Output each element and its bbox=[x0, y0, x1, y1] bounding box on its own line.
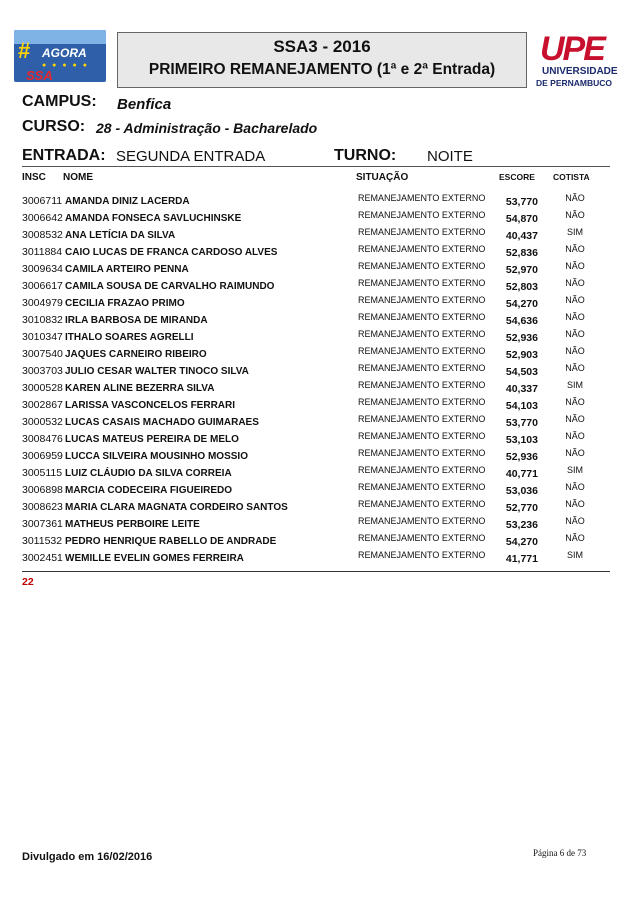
cell-escore: 54,270 bbox=[505, 536, 538, 548]
cell-nome: ITHALO SOARES AGRELLI bbox=[65, 332, 194, 343]
cell-cotista: NÃO bbox=[565, 210, 585, 220]
cell-escore: 40,771 bbox=[505, 468, 538, 480]
ssa-agora-logo bbox=[14, 30, 106, 82]
cell-nome: WEMILLE EVELIN GOMES FERREIRA bbox=[65, 553, 244, 564]
cell-insc: 3007540 bbox=[22, 348, 63, 360]
cell-nome: AMANDA DINIZ LACERDA bbox=[65, 196, 190, 207]
cell-situacao: REMANEJAMENTO EXTERNO bbox=[358, 261, 486, 271]
table-row bbox=[22, 293, 610, 310]
cell-situacao: REMANEJAMENTO EXTERNO bbox=[358, 278, 486, 288]
cell-insc: 3008623 bbox=[22, 501, 63, 513]
cell-escore: 54,636 bbox=[505, 315, 538, 327]
table-row bbox=[22, 497, 610, 514]
cell-situacao: REMANEJAMENTO EXTERNO bbox=[358, 499, 486, 509]
cell-escore: 52,836 bbox=[505, 247, 538, 259]
cell-situacao: REMANEJAMENTO EXTERNO bbox=[358, 244, 486, 254]
cell-cotista: NÃO bbox=[565, 363, 585, 373]
cell-insc: 3011532 bbox=[22, 535, 63, 547]
cell-nome: IRLA BARBOSA DE MIRANDA bbox=[65, 315, 208, 326]
table-row bbox=[22, 463, 610, 480]
cell-cotista: NÃO bbox=[565, 431, 585, 441]
cell-insc: 3010832 bbox=[22, 314, 63, 326]
results-table bbox=[22, 191, 610, 565]
cell-nome: JAQUES CARNEIRO RIBEIRO bbox=[65, 349, 207, 360]
cell-situacao: REMANEJAMENTO EXTERNO bbox=[358, 550, 486, 560]
cell-cotista: NÃO bbox=[565, 193, 585, 203]
cell-cotista: NÃO bbox=[565, 482, 585, 492]
cell-escore: 52,970 bbox=[505, 264, 538, 276]
cell-nome: CAMILA SOUSA DE CARVALHO RAIMUNDO bbox=[65, 281, 275, 292]
publication-date: Divulgado em 16/02/2016 bbox=[22, 851, 153, 863]
cell-escore: 41,771 bbox=[505, 553, 538, 565]
cell-situacao: REMANEJAMENTO EXTERNO bbox=[358, 414, 486, 424]
turno-value: NOITE bbox=[427, 148, 473, 165]
upe-line2: DE PERNAMBUCO bbox=[536, 78, 613, 88]
cell-escore: 40,437 bbox=[505, 230, 538, 242]
cell-nome: LARISSA VASCONCELOS FERRARI bbox=[65, 400, 236, 411]
table-row bbox=[22, 412, 610, 429]
cell-cotista: NÃO bbox=[565, 261, 585, 271]
cell-escore: 54,103 bbox=[505, 400, 538, 412]
table-row bbox=[22, 514, 610, 531]
cell-cotista: SIM bbox=[566, 380, 583, 390]
cell-situacao: REMANEJAMENTO EXTERNO bbox=[358, 227, 486, 237]
cell-insc: 3002451 bbox=[22, 552, 63, 564]
cell-nome: LUCAS CASAIS MACHADO GUIMARAES bbox=[65, 417, 259, 428]
table-row bbox=[22, 310, 610, 327]
cell-cotista: NÃO bbox=[565, 414, 585, 424]
cell-situacao: REMANEJAMENTO EXTERNO bbox=[358, 346, 486, 356]
cell-situacao: REMANEJAMENTO EXTERNO bbox=[358, 329, 486, 339]
cell-escore: 52,770 bbox=[505, 502, 538, 514]
cell-insc: 3008532 bbox=[22, 229, 63, 241]
table-row bbox=[22, 531, 610, 548]
cell-situacao: REMANEJAMENTO EXTERNO bbox=[358, 210, 486, 220]
cell-nome: ANA LETÍCIA DA SILVA bbox=[65, 230, 176, 241]
cell-insc: 3005115 bbox=[22, 467, 63, 479]
cell-escore: 54,870 bbox=[505, 213, 538, 225]
cell-situacao: REMANEJAMENTO EXTERNO bbox=[358, 312, 486, 322]
column-header-situacao: SITUAÇÃO bbox=[356, 172, 409, 183]
cell-situacao: REMANEJAMENTO EXTERNO bbox=[358, 448, 486, 458]
cell-situacao: REMANEJAMENTO EXTERNO bbox=[358, 380, 486, 390]
cell-situacao: REMANEJAMENTO EXTERNO bbox=[358, 295, 486, 305]
cell-cotista: NÃO bbox=[565, 533, 585, 543]
page-title: SSA3 - 2016 bbox=[273, 37, 371, 56]
cell-nome: LUCAS MATEUS PEREIRA DE MELO bbox=[65, 434, 239, 445]
cell-insc: 3008476 bbox=[22, 433, 63, 445]
cell-insc: 3002867 bbox=[22, 399, 63, 411]
cell-escore: 52,936 bbox=[505, 332, 538, 344]
entrada-value: SEGUNDA ENTRADA bbox=[116, 148, 266, 165]
column-header-cotista: COTISTA bbox=[553, 172, 590, 182]
campus-label: CAMPUS: bbox=[22, 93, 97, 110]
cell-insc: 3004979 bbox=[22, 297, 63, 309]
cell-situacao: REMANEJAMENTO EXTERNO bbox=[358, 465, 486, 475]
page-subtitle: PRIMEIRO REMANEJAMENTO (1ª e 2ª Entrada) bbox=[148, 61, 496, 78]
cell-escore: 52,903 bbox=[505, 349, 538, 361]
cell-insc: 3006617 bbox=[22, 280, 63, 292]
table-row bbox=[22, 480, 610, 497]
curso-label: CURSO: bbox=[22, 118, 86, 135]
cell-nome: MARIA CLARA MAGNATA CORDEIRO SANTOS bbox=[65, 502, 288, 513]
cell-escore: 53,236 bbox=[505, 519, 538, 531]
table-row bbox=[22, 191, 610, 208]
cell-cotista: NÃO bbox=[565, 397, 585, 407]
cell-escore: 52,803 bbox=[505, 281, 538, 293]
cell-escore: 40,337 bbox=[505, 383, 538, 395]
campus-value: Benfica bbox=[117, 96, 172, 113]
cell-situacao: REMANEJAMENTO EXTERNO bbox=[358, 193, 486, 203]
cell-situacao: REMANEJAMENTO EXTERNO bbox=[358, 482, 486, 492]
table-row bbox=[22, 446, 610, 463]
title-box bbox=[117, 32, 527, 88]
page-number: Página 6 de 73 bbox=[533, 848, 587, 858]
cell-situacao: REMANEJAMENTO EXTERNO bbox=[358, 516, 486, 526]
table-row bbox=[22, 225, 610, 242]
cell-nome: CAIO LUCAS DE FRANCA CARDOSO ALVES bbox=[65, 247, 278, 258]
cell-insc: 3000532 bbox=[22, 416, 63, 428]
cell-nome: LUCCA SILVEIRA MOUSINHO MOSSIO bbox=[65, 451, 248, 462]
logo-agora-text: AGORA bbox=[42, 46, 87, 60]
cell-insc: 3006711 bbox=[22, 195, 63, 207]
cell-cotista: NÃO bbox=[565, 516, 585, 526]
cell-insc: 3006959 bbox=[22, 450, 63, 462]
cell-nome: LUIZ CLÁUDIO DA SILVA CORREIA bbox=[65, 468, 232, 479]
cell-nome: KAREN ALINE BEZERRA SILVA bbox=[65, 383, 215, 394]
table-row bbox=[22, 208, 610, 225]
cell-nome: JULIO CESAR WALTER TINOCO SILVA bbox=[65, 366, 249, 377]
cell-cotista: NÃO bbox=[565, 499, 585, 509]
cell-nome: CAMILA ARTEIRO PENNA bbox=[65, 264, 189, 275]
upe-logo bbox=[536, 28, 624, 98]
table-row bbox=[22, 378, 610, 395]
cell-insc: 3011884 bbox=[22, 246, 63, 258]
cell-insc: 3000528 bbox=[22, 382, 63, 394]
table-bottom-divider bbox=[22, 571, 610, 572]
column-header-escore: ESCORE bbox=[499, 172, 535, 182]
table-row bbox=[22, 259, 610, 276]
cell-cotista: NÃO bbox=[565, 312, 585, 322]
cell-nome: PEDRO HENRIQUE RABELLO DE ANDRADE bbox=[65, 536, 277, 547]
cell-insc: 3006898 bbox=[22, 484, 63, 496]
cell-escore: 53,770 bbox=[505, 417, 538, 429]
cell-insc: 3009634 bbox=[22, 263, 63, 275]
cell-insc: 3010347 bbox=[22, 331, 63, 343]
cell-insc: 3007361 bbox=[22, 518, 63, 530]
cell-cotista: NÃO bbox=[565, 448, 585, 458]
upe-mark: UPE bbox=[540, 30, 604, 68]
cell-cotista: NÃO bbox=[565, 295, 585, 305]
entrada-label: ENTRADA: bbox=[22, 147, 106, 164]
cell-situacao: REMANEJAMENTO EXTERNO bbox=[358, 363, 486, 373]
cell-nome: MATHEUS PERBOIRE LEITE bbox=[65, 519, 200, 530]
table-row bbox=[22, 429, 610, 446]
cell-escore: 53,036 bbox=[505, 485, 538, 497]
cell-situacao: REMANEJAMENTO EXTERNO bbox=[358, 397, 486, 407]
table-row bbox=[22, 327, 610, 344]
cell-cotista: NÃO bbox=[565, 244, 585, 254]
cell-nome: MARCIA CODECEIRA FIGUEIREDO bbox=[65, 485, 233, 496]
cell-cotista: NÃO bbox=[565, 329, 585, 339]
cell-cotista: NÃO bbox=[565, 278, 585, 288]
cell-cotista: SIM bbox=[566, 227, 583, 237]
table-row bbox=[22, 548, 610, 565]
cell-situacao: REMANEJAMENTO EXTERNO bbox=[358, 533, 486, 543]
column-header-nome: NOME bbox=[63, 172, 93, 183]
turno-label: TURNO: bbox=[334, 147, 397, 164]
cell-nome: AMANDA FONSECA SAVLUCHINSKE bbox=[65, 213, 242, 224]
result-count: 22 bbox=[22, 576, 34, 588]
upe-line1: UNIVERSIDADE bbox=[542, 66, 618, 77]
logo-hash: # bbox=[18, 38, 31, 63]
table-row bbox=[22, 242, 610, 259]
cell-escore: 54,270 bbox=[505, 298, 538, 310]
cell-situacao: REMANEJAMENTO EXTERNO bbox=[358, 431, 486, 441]
cell-insc: 3006642 bbox=[22, 212, 63, 224]
table-row bbox=[22, 395, 610, 412]
cell-cotista: SIM bbox=[566, 550, 583, 560]
cell-escore: 54,503 bbox=[505, 366, 538, 378]
table-row bbox=[22, 276, 610, 293]
logo-ssa-text: SSA bbox=[26, 68, 53, 82]
cell-nome: CECILIA FRAZAO PRIMO bbox=[65, 298, 185, 309]
table-row bbox=[22, 361, 610, 378]
curso-value: 28 - Administração - Bacharelado bbox=[96, 120, 318, 136]
cell-cotista: NÃO bbox=[565, 346, 585, 356]
cell-escore: 52,936 bbox=[505, 451, 538, 463]
column-header-insc: INSC bbox=[22, 172, 46, 183]
cell-insc: 3003703 bbox=[22, 365, 63, 377]
table-row bbox=[22, 344, 610, 361]
cell-escore: 53,770 bbox=[505, 196, 538, 208]
cell-cotista: SIM bbox=[566, 465, 583, 475]
cell-escore: 53,103 bbox=[505, 434, 538, 446]
header-divider bbox=[22, 166, 610, 167]
logo-dots: ● ● ● ● ● bbox=[42, 62, 89, 69]
